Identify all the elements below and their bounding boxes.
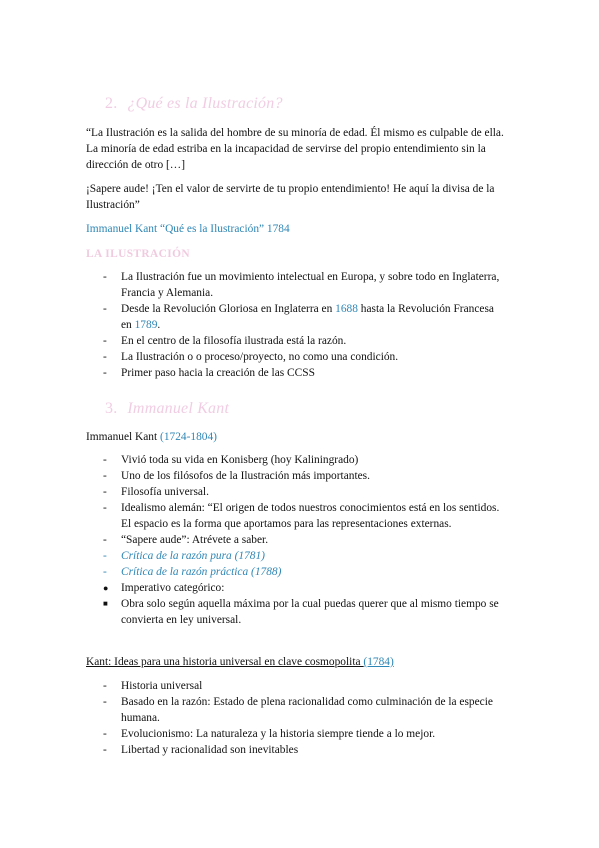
kant-quote-paragraph-1: “La Ilustración es la salida del hombre de su minoría de edad. Él mismo es culpable de ella. La minoría de edad estriba en la incapacidad de servirse del propio entendimiento sin la dirección de otro […] <box>86 127 504 171</box>
list-item: - Desde la Revolución Gloriosa en Inglaterra en 1688 hasta la Revolución Francesa en 1789. <box>103 303 494 331</box>
list-item-level-2: ● Imperativo categórico: <box>103 582 225 594</box>
list-item: - Uno de los filósofos de la Ilustración más importantes. <box>103 470 370 482</box>
section-heading-3 <box>105 401 229 417</box>
list-item: - Libertad y racionalidad son inevitables <box>103 744 299 756</box>
list-item: - Basado en la razón: Estado de plena racionalidad como culminación de la especie humana. <box>103 696 493 724</box>
year-1688: 1688 <box>335 303 358 315</box>
ilustracion-bullet-list <box>86 269 506 381</box>
bullet-square-icon: ■ <box>103 599 108 608</box>
subheading-la-ilustracion: LA ILUSTRACIÓN <box>86 248 191 260</box>
kant-years: (1724-1804) <box>160 431 217 443</box>
quote-citation: Immanuel Kant “Qué es la Ilustración” 1784 <box>86 223 290 235</box>
list-item-level-3: ■ Obra solo según aquella máxima por la cual puedas querer que al mismo tiempo se convierta en ley universal. <box>103 598 499 626</box>
list-item: - Primer paso hacia la creación de las CCSS <box>103 367 315 379</box>
list-item: - Filosofía universal. <box>103 486 209 498</box>
kant-intro-line: Immanuel Kant (1724-1804) <box>86 431 217 443</box>
list-item: - Crítica de la razón pura (1781) <box>103 550 265 562</box>
section-title: Immanuel Kant <box>127 400 230 417</box>
ideas-heading: Kant: Ideas para una historia universal en clave cosmopolita (1784) <box>86 656 394 668</box>
list-item: - La Ilustración fue un movimiento intelectual en Europa, y sobre todo en Inglaterra, Francia y Alemania. <box>103 271 500 299</box>
critica-razon-practica: Crítica de la razón práctica (1788) <box>121 566 282 578</box>
section-number: 2. <box>105 95 118 112</box>
year-1789: 1789 <box>134 319 158 331</box>
list-item: - “Sapere aude”: Atrévete a saber. <box>103 534 269 546</box>
kant-quote-paragraph-2: ¡Sapere aude! ¡Ten el valor de servirte de tu propio entendimiento! He aquí la divisa de la Ilustración” <box>86 183 495 211</box>
section-title: ¿Qué es la Ilustración? <box>127 95 283 112</box>
list-item: - La Ilustración o o proceso/proyecto, no como una condición. <box>103 351 399 363</box>
list-item: - En el centro de la filosofía ilustrada está la razón. <box>103 335 347 347</box>
ideas-bullet-list <box>86 678 506 758</box>
section-number: 3. <box>105 400 118 417</box>
bullet-dot-icon: ● <box>103 583 109 593</box>
kant-bullet-list <box>86 452 506 628</box>
list-item: - Evolucionismo: La naturaleza y la historia siempre tiende a lo mejor. <box>103 728 436 740</box>
critica-razon-pura: Crítica de la razón pura (1781) <box>121 550 265 562</box>
list-item: - Idealismo alemán: “El origen de todos nuestros conocimientos está en los sentidos. El espacio es la forma que aportamos para las representaciones externas. <box>103 502 500 530</box>
list-item: - Historia universal <box>103 680 203 692</box>
list-item: - Vivió toda su vida en Konisberg (hoy Kaliningrado) <box>103 454 359 466</box>
list-item: - Crítica de la razón práctica (1788) <box>103 566 282 578</box>
ideas-year: (1784) <box>363 656 394 668</box>
section-heading-2 <box>105 96 283 112</box>
